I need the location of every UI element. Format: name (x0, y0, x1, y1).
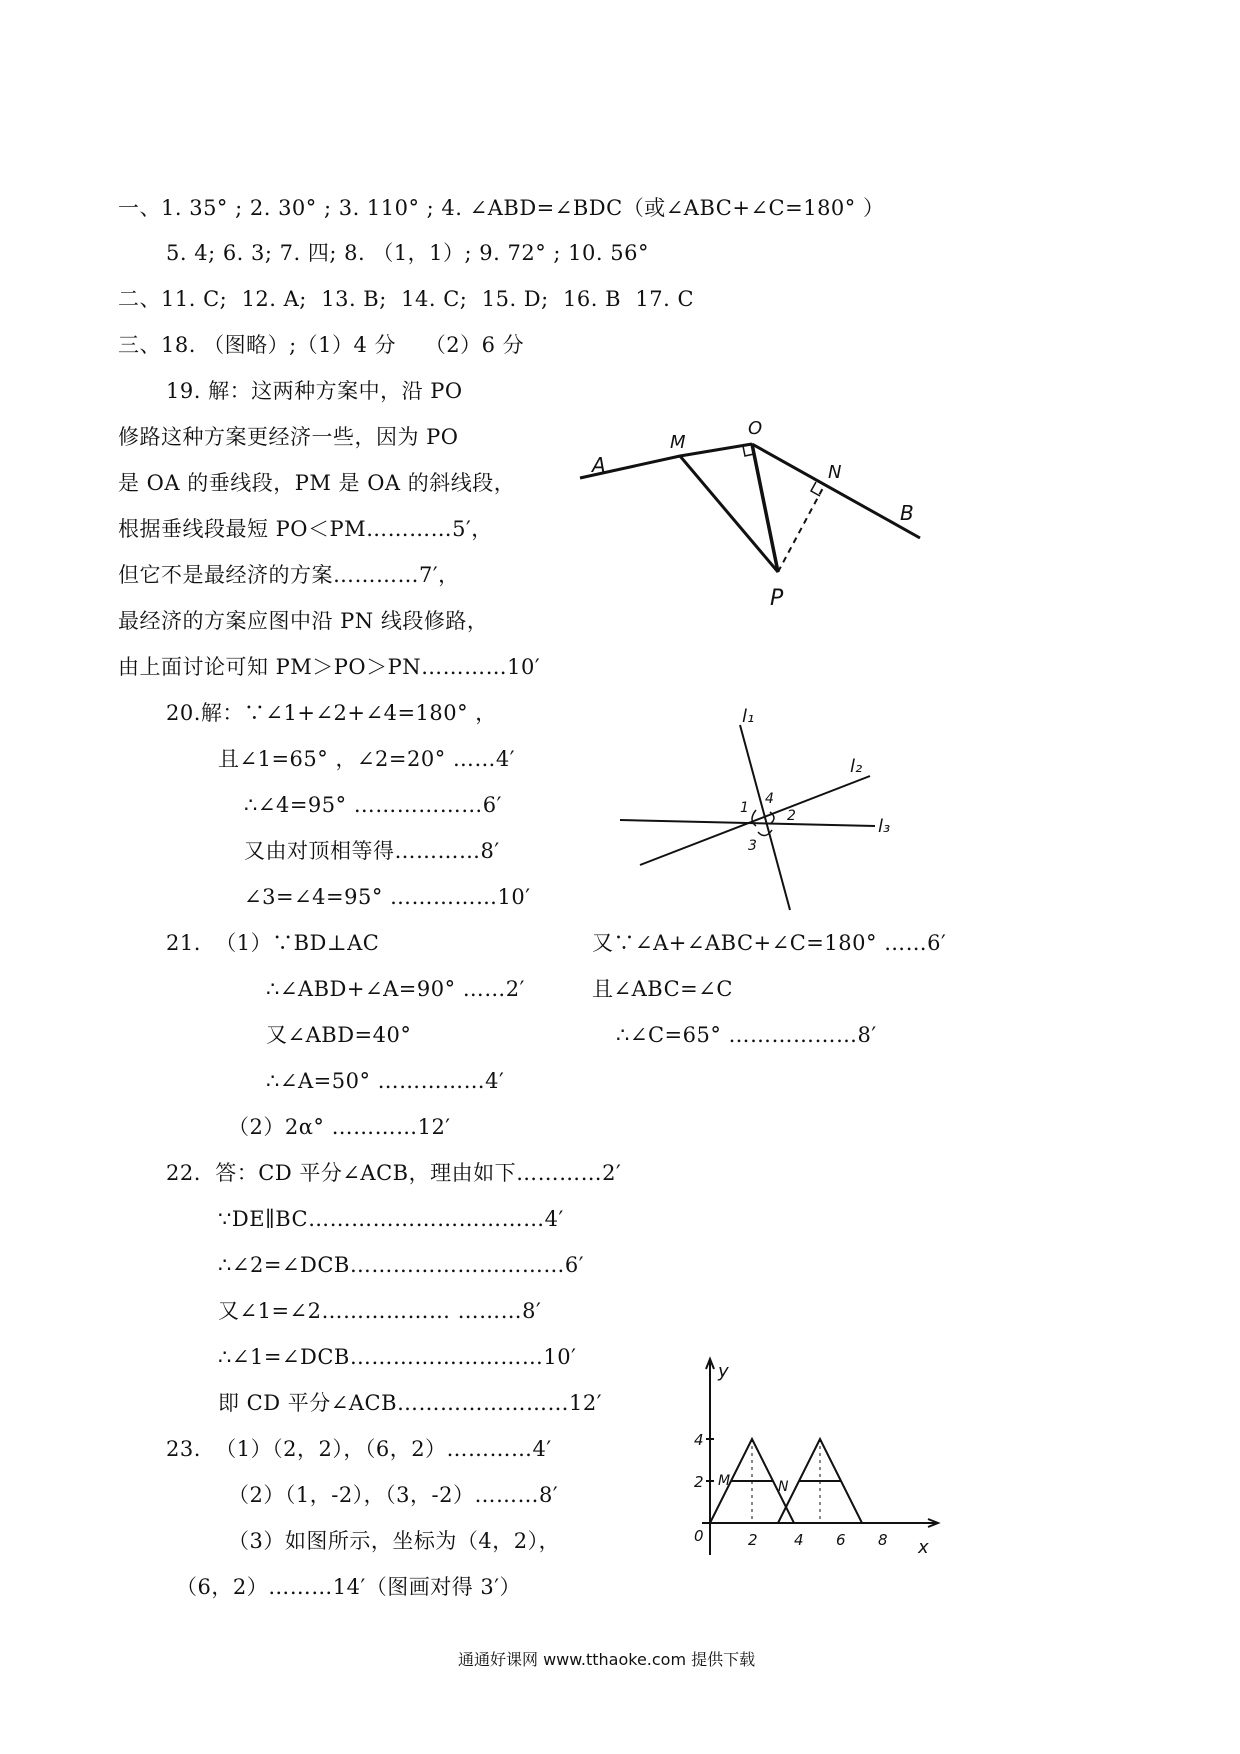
answer-line-1: 一、1. 35° ; 2. 30° ; 3. 110° ; 4. ∠ABD=∠BDC（或∠ABC+∠C=180° ） (118, 196, 885, 220)
q20-line-4: 又由对顶相等得…………8′ (244, 839, 500, 863)
label-x4: 4 (794, 1531, 804, 1549)
label-x: x (918, 1537, 929, 1558)
q23-line-2: （2）（1，-2），（3，-2）………8′ (228, 1483, 559, 1507)
q21-right-line-2: 且∠ABC=∠C (592, 977, 733, 1001)
q22-line-5: ∴∠1=∠DCB………………………10′ (218, 1345, 577, 1369)
q21-line-2: ∴∠ABD+∠A=90° ……2′ (266, 977, 525, 1001)
q20-line-1: 20.解：∵∠1+∠2+∠4=180° ， (166, 701, 497, 725)
q19-line-3: 是 OA 的垂线段，PM 是 OA 的斜线段， (118, 471, 516, 495)
q22-line-2: ∵DE∥BC……………………………4′ (218, 1207, 564, 1231)
q20-line-5: ∠3=∠4=95° ……………10′ (244, 885, 531, 909)
q19-line-6: 最经济的方案应图中沿 PN 线段修路， (118, 609, 489, 633)
q19-line-7: 由上面讨论可知 PM＞PO＞PN…………10′ (118, 655, 541, 679)
label-x2: 2 (748, 1531, 758, 1549)
q19-line-5: 但它不是最经济的方案…………7′， (118, 563, 460, 587)
answer-line-4: 三、18. （图略）;（1）4 分 （2）6 分 (118, 333, 525, 357)
q19-line-4: 根据垂线段最短 PO＜PM…………5′， (118, 517, 493, 541)
label-angle-4: 4 (765, 791, 774, 807)
segment-pn (778, 486, 824, 572)
answer-line-2: 5. 4; 6. 3; 7. 四; 8. （1，1）; 9. 72° ; 10. 56° (166, 241, 649, 265)
label-x8: 8 (878, 1531, 888, 1549)
label-p: P (770, 586, 784, 611)
label-m: M (670, 432, 686, 453)
label-y4: 4 (694, 1431, 704, 1449)
line-l3 (620, 820, 875, 826)
label-origin: 0 (694, 1527, 704, 1545)
q19-figure (570, 410, 930, 620)
label-l1: l₁ (742, 706, 755, 727)
label-x6: 6 (836, 1531, 846, 1549)
q23-line-1: 23. （1）（2，2），（6，2）…………4′ (166, 1437, 552, 1461)
q21-line-1: 21. （1）∵BD⊥AC (166, 931, 380, 955)
ray-ob (752, 444, 920, 538)
label-a: A (592, 453, 606, 477)
q22-line-1: 22. 答：CD 平分∠ACB，理由如下…………2′ (166, 1161, 622, 1185)
label-m: M (718, 1473, 731, 1489)
q20-figure (610, 700, 930, 920)
q21-right-line-1: 又∵∠A+∠ABC+∠C=180° ……6′ (592, 931, 947, 955)
label-n: N (778, 1479, 789, 1495)
q20-line-3: ∴∠4=95° ………………6′ (244, 793, 502, 817)
q21-right-line-3: ∴∠C=65° ………………8′ (616, 1023, 877, 1047)
label-y2: 2 (694, 1473, 704, 1491)
q22-line-3: ∴∠2=∠DCB…………………………6′ (218, 1253, 584, 1277)
answer-line-3: 二、11. C; 12. A; 13. B; 14. C; 15. D; 16. B 17. C (118, 287, 695, 311)
q19-line-1: 19. 解：这两种方案中，沿 PO (166, 379, 463, 403)
q23-line-3: （3）如图所示，坐标为（4，2）， (228, 1529, 561, 1553)
segment-pm (680, 456, 778, 572)
label-angle-1: 1 (740, 800, 749, 816)
q21-line-4: ∴∠A=50° ……………4′ (266, 1069, 505, 1093)
label-y: y (718, 1361, 729, 1382)
q21-line-5: （2）2α° …………12′ (228, 1115, 451, 1139)
q23-line-4: （6，2）………14′（图画对得 3′） (176, 1575, 522, 1599)
footer-text: 通通好课网 www.tthaoke.com 提供下载 (458, 1650, 756, 1669)
q19-line-2: 修路这种方案更经济一些，因为 PO (118, 425, 459, 449)
label-n: N (828, 462, 842, 483)
label-l3: l₃ (878, 816, 891, 837)
q23-figure (680, 1355, 950, 1570)
label-l2: l₂ (850, 756, 863, 777)
label-b: B (900, 501, 914, 525)
label-angle-3: 3 (748, 838, 757, 854)
q20-line-2: 且∠1=65° ，∠2=20° ……4′ (218, 747, 516, 771)
label-o: O (748, 418, 763, 439)
q22-line-6: 即 CD 平分∠ACB……………………12′ (218, 1391, 603, 1415)
segment-po (752, 444, 778, 572)
q22-line-4: 又∠1=∠2……………… ………8′ (218, 1299, 542, 1323)
label-angle-2: 2 (787, 808, 796, 824)
ray-am (580, 444, 752, 478)
q21-line-3: 又∠ABD=40° (266, 1023, 412, 1047)
